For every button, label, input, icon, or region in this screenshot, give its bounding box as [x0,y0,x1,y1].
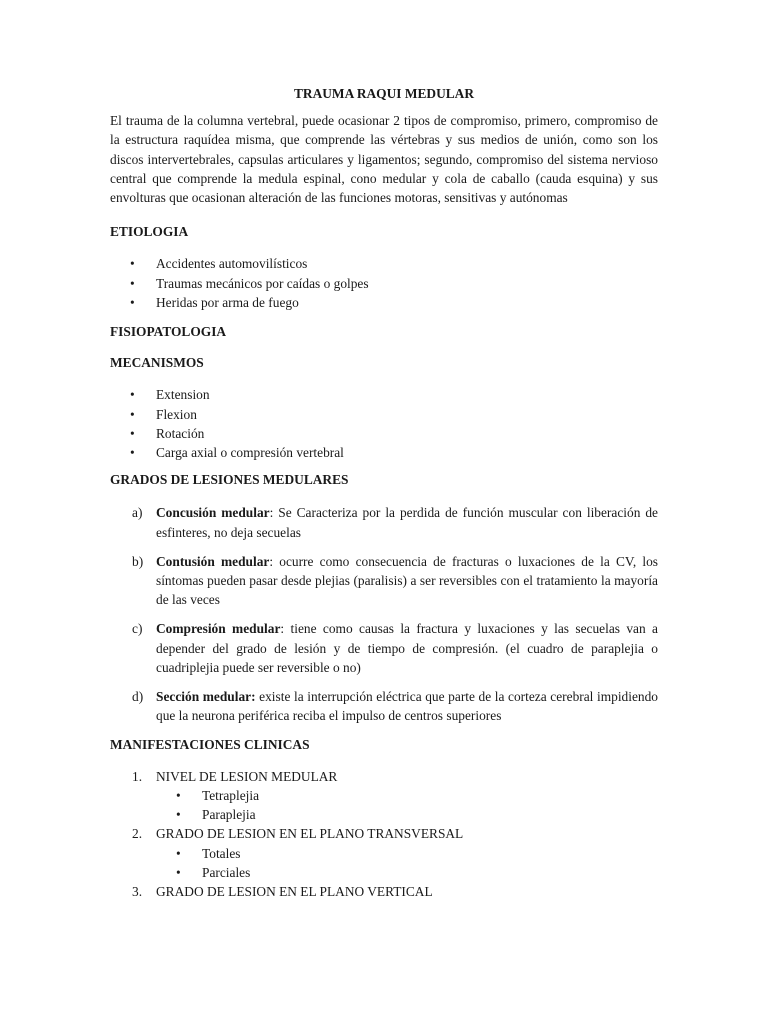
heading-manifestaciones: MANIFESTACIONES CLINICAS [110,737,310,753]
bullet-icon: • [130,425,135,441]
list-item: • Parciales [156,863,658,882]
sub-list [156,786,658,824]
list-item [110,687,658,725]
grade-term: Concusión medular [156,505,270,521]
list-marker: 1. [132,768,143,784]
list-item: • Carga axial o compresión vertebral [110,443,658,462]
grade-term: Compresión medular [156,621,281,637]
list-item [110,552,658,610]
list-item [110,767,658,825]
sub-list [156,844,658,882]
mecanismos-list [110,385,658,462]
list-marker: d) [132,689,144,705]
list-item: • Totales [156,844,658,863]
list-item [110,619,658,677]
intro-paragraph: El trauma de la columna vertebral, puede ocasionar 2 tipos de compromiso, primero, compromiso de la estructura raquídea misma, que comprende las vértebras y sus medios de unión, como son los discos intervertebrales, capsulas articulares y ligamentos; segundo, compromiso del sistema nervioso central que comprende la medula espinal, cono medular y cola de caballo (cauda esquina) y sus envolturas que ocasionan alteración de las funciones motoras, sensitivas y autónomas [110,113,658,206]
bullet-icon: • [130,256,135,272]
bullet-icon: • [130,387,135,403]
bullet-icon: • [176,787,181,803]
list-item: • Extension [110,385,658,404]
list-item: • Tetraplejia [156,786,658,805]
grade-text: : tiene como causas la fractura y luxaciones y las secuelas van a depender del grado de lesión y de tiempo de compresión. (el cuadro de paraplejia o cuadriplejia puede ser reversible o no) [156,621,658,675]
list-item: • Flexion [110,405,658,424]
list-item: • Heridas por arma de fuego [110,293,658,312]
list-marker: b) [132,553,144,569]
heading-grados: GRADOS DE LESIONES MEDULARES [110,472,349,488]
list-marker: c) [132,621,143,637]
document-page [110,84,658,901]
bullet-icon: • [130,406,135,422]
list-item [110,882,658,901]
bullet-icon: • [176,864,181,880]
list-item [110,503,658,541]
list-item: • Rotación [110,424,658,443]
list-item: • Accidentes automovilísticos [110,254,658,273]
heading-etiologia: ETIOLOGIA [110,224,189,240]
manifestaciones-list [110,767,658,901]
heading-fisiopatologia: FISIOPATOLOGIA [110,324,227,340]
list-marker: 3. [132,883,143,899]
grade-term: Sección medular: [156,689,256,705]
grade-term: Contusión medular [156,553,270,569]
bullet-icon: • [130,294,135,310]
grade-text: : ocurre como consecuencia de fracturas o luxaciones de la CV, los síntomas pueden pasar desde plejias (paralisis) a ser reversibles con el tratamiento la mayoría de las veces [156,553,658,608]
heading-mecanismos: MECANISMOS [110,355,204,371]
level-label: GRADO DE LESION EN EL PLANO VERTICAL [156,883,433,899]
bullet-icon: • [130,275,135,291]
list-item: • Traumas mecánicos por caídas o golpes [110,274,658,293]
list-item [110,824,658,882]
level-label: NIVEL DE LESION MEDULAR [156,768,338,784]
grade-text: : Se Caracteriza por la perdida de función muscular con liberación de esfinteres, no deja secuelas [156,505,658,540]
list-item: • Paraplejia [156,805,658,824]
bullet-icon: • [130,445,135,461]
bullet-icon: • [176,807,181,823]
grados-list [110,503,658,725]
bullet-icon: • [176,845,181,861]
etiologia-list [110,254,658,312]
level-label: GRADO DE LESION EN EL PLANO TRANSVERSAL [156,826,464,842]
document-title: TRAUMA RAQUI MEDULAR [293,86,475,101]
list-marker: 2. [132,826,143,842]
list-marker: a) [132,505,143,521]
grade-text: existe la interrupción eléctrica que parte de la corteza cerebral impidiendo que la neurona periférica reciba el impulso de centros superiores [156,689,658,724]
